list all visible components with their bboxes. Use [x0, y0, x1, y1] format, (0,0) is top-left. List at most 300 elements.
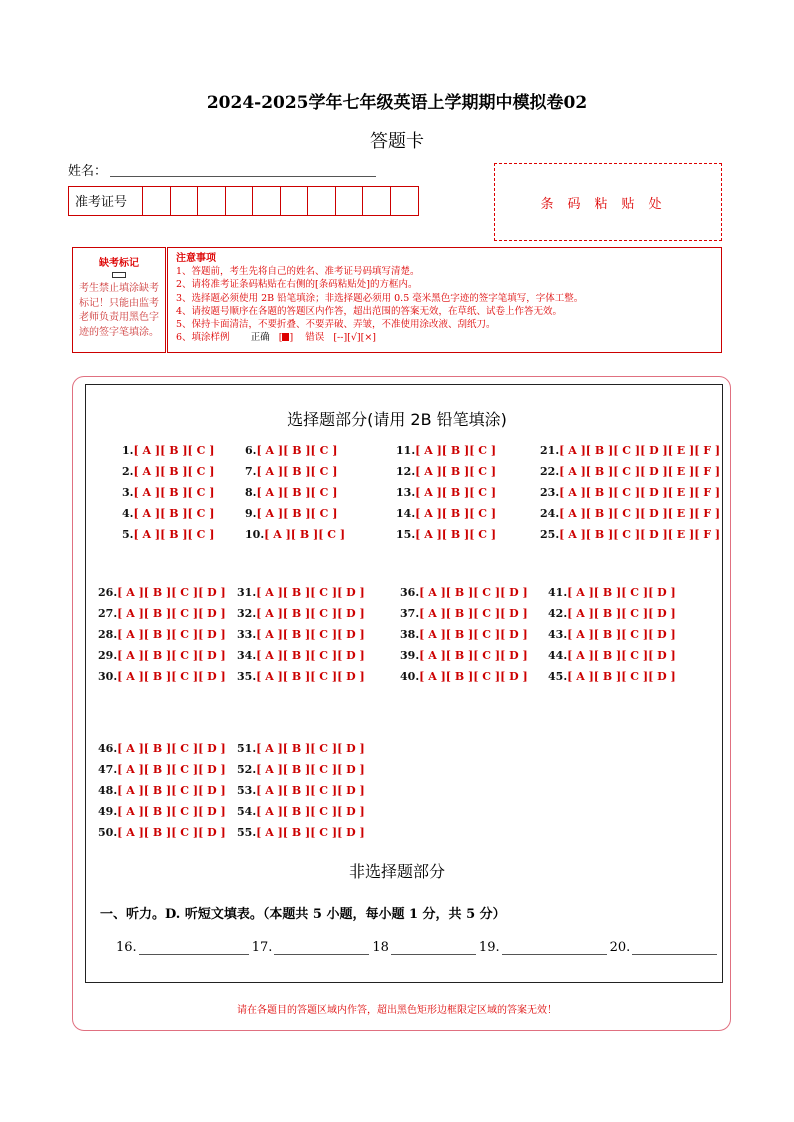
question-number: 12	[396, 465, 412, 478]
option-bubble-b[interactable]: [ B ]	[282, 607, 311, 620]
option-bubble-a[interactable]: [ A ]	[419, 628, 446, 641]
blank-number: 20.	[609, 940, 631, 955]
option-bubble-b[interactable]: [ B ]	[143, 607, 172, 620]
option-bubble-b[interactable]: [ B ]	[593, 586, 622, 599]
option-bubble-c[interactable]: [ C ]	[613, 507, 641, 520]
option-bubble-d[interactable]: [ D ]	[337, 586, 365, 599]
option-bubble-b[interactable]: [ B ]	[283, 465, 311, 478]
option-bubble-b[interactable]: [ B ]	[445, 628, 474, 641]
option-bubble-c[interactable]: [ C ]	[310, 826, 338, 839]
question-column	[540, 440, 720, 545]
exam-id-digit-cell[interactable]	[253, 187, 281, 215]
question-row: 11.[ A ][ B ][ C ]	[396, 444, 497, 457]
option-bubble-c[interactable]: [ C ]	[187, 486, 215, 499]
option-bubble-d[interactable]: [ D ]	[640, 465, 668, 478]
question-number: 4	[122, 507, 130, 520]
option-bubble-c[interactable]: [ C ]	[473, 628, 501, 641]
option-bubble-c[interactable]: [ C ]	[310, 586, 338, 599]
option-bubble-b[interactable]: [ B ]	[441, 528, 470, 541]
option-bubble-d[interactable]: [ D ]	[198, 763, 226, 776]
option-bubble-a[interactable]: [ A ]	[559, 486, 586, 499]
question-number: 53	[237, 784, 253, 797]
exam-id-digit-cell[interactable]	[171, 187, 199, 215]
option-bubble-d[interactable]: [ D ]	[337, 649, 365, 662]
option-bubble-a[interactable]: [ A ]	[256, 507, 284, 520]
exam-id-field[interactable]	[68, 186, 419, 216]
option-bubble-a[interactable]: [ A ]	[567, 607, 594, 620]
question-number: 49	[98, 805, 114, 818]
option-bubble-a[interactable]: [ A ]	[256, 607, 283, 620]
option-bubble-c[interactable]: [ C ]	[187, 444, 215, 457]
question-number: 42	[548, 607, 564, 620]
option-bubble-a[interactable]: [ A ]	[415, 528, 442, 541]
option-bubble-b[interactable]: [ B ]	[282, 670, 311, 683]
option-bubble-c[interactable]: [ C ]	[621, 670, 649, 683]
option-bubble-b[interactable]: [ B ]	[283, 486, 311, 499]
option-bubble-c[interactable]: [ C ]	[310, 670, 338, 683]
option-bubble-b[interactable]: [ B ]	[593, 628, 622, 641]
blank-number: 19.	[478, 940, 500, 955]
option-bubble-c[interactable]: [ C ]	[318, 528, 346, 541]
blank-item	[479, 940, 610, 955]
option-bubble-b[interactable]: [ B ]	[585, 507, 614, 520]
notes-title: 注意事项	[176, 253, 216, 264]
option-bubble-b[interactable]: [ B ]	[593, 670, 622, 683]
option-bubble-a[interactable]: [ A ]	[256, 486, 284, 499]
option-bubble-a[interactable]: [ A ]	[567, 628, 594, 641]
question-row: 27.[ A ][ B ][ C ][ D ]	[98, 607, 226, 620]
option-bubble-c[interactable]: [ C ]	[310, 763, 338, 776]
question-number: 39	[400, 649, 416, 662]
option-bubble-b[interactable]: [ B ]	[282, 586, 311, 599]
option-bubble-f[interactable]: [ F ]	[694, 528, 721, 541]
option-bubble-b[interactable]: [ B ]	[282, 628, 311, 641]
option-bubble-d[interactable]: [ D ]	[337, 763, 365, 776]
option-bubble-f[interactable]: [ F ]	[694, 465, 721, 478]
question-row: 38.[ A ][ B ][ C ][ D ]	[400, 628, 528, 641]
question-row: 23.[ A ][ B ][ C ][ D ][ E ][ F ]	[540, 486, 721, 499]
question-number: 25	[540, 528, 556, 541]
option-bubble-c[interactable]: [ C ]	[473, 607, 501, 620]
option-bubble-a[interactable]: [ A ]	[415, 465, 442, 478]
option-bubble-b[interactable]: [ B ]	[143, 670, 172, 683]
option-bubble-d[interactable]: [ D ]	[337, 607, 365, 620]
question-row: 46.[ A ][ B ][ C ][ D ]	[98, 742, 226, 755]
question-number: 50	[98, 826, 114, 839]
option-bubble-a[interactable]: [ A ]	[559, 507, 586, 520]
blank-item	[116, 940, 252, 955]
option-bubble-c[interactable]: [ C ]	[171, 742, 199, 755]
option-bubble-c[interactable]: [ C ]	[621, 628, 649, 641]
question-row: 5.[ A ][ B ][ C ]	[122, 528, 215, 541]
option-bubble-c[interactable]: [ C ]	[613, 486, 641, 499]
option-bubble-a[interactable]: [ A ]	[117, 763, 144, 776]
option-bubble-c[interactable]: [ C ]	[613, 528, 641, 541]
option-bubble-a[interactable]: [ A ]	[117, 607, 144, 620]
option-bubble-a[interactable]: [ A ]	[419, 649, 446, 662]
option-bubble-b[interactable]: [ B ]	[585, 486, 614, 499]
option-bubble-c[interactable]: [ C ]	[613, 465, 641, 478]
question-number: 45	[548, 670, 564, 683]
question-number: 11	[396, 444, 412, 457]
option-bubble-c[interactable]: [ C ]	[187, 528, 215, 541]
option-bubble-b[interactable]: [ B ]	[282, 763, 311, 776]
option-bubble-b[interactable]: [ B ]	[160, 507, 188, 520]
option-bubble-d[interactable]: [ D ]	[648, 628, 676, 641]
exam-id-digit-cell[interactable]	[363, 187, 391, 215]
option-bubble-c[interactable]: [ C ]	[310, 486, 338, 499]
question-number: 22	[540, 465, 556, 478]
option-bubble-c[interactable]: [ C ]	[473, 670, 501, 683]
option-bubble-c[interactable]: [ C ]	[171, 805, 199, 818]
option-bubble-d[interactable]: [ D ]	[640, 444, 668, 457]
option-bubble-c[interactable]: [ C ]	[171, 628, 199, 641]
question-number: 54	[237, 805, 253, 818]
option-bubble-d[interactable]: [ D ]	[337, 742, 365, 755]
option-bubble-b[interactable]: [ B ]	[143, 586, 172, 599]
exam-id-digit-cell[interactable]	[336, 187, 364, 215]
question-number: 15	[396, 528, 412, 541]
question-row: 31.[ A ][ B ][ C ][ D ]	[237, 586, 365, 599]
option-bubble-b[interactable]: [ B ]	[445, 649, 474, 662]
question-row: 35.[ A ][ B ][ C ][ D ]	[237, 670, 365, 683]
option-bubble-c[interactable]: [ C ]	[310, 649, 338, 662]
option-bubble-a[interactable]: [ A ]	[567, 649, 594, 662]
option-bubble-d[interactable]: [ D ]	[337, 628, 365, 641]
correct-label: 正确	[250, 332, 270, 344]
option-bubble-a[interactable]: [ A ]	[559, 528, 586, 541]
exam-id-digit-cell[interactable]	[226, 187, 254, 215]
option-bubble-c[interactable]: [ C ]	[171, 826, 199, 839]
option-bubble-d[interactable]: [ D ]	[648, 607, 676, 620]
note-item: 5、保持卡面清洁，不要折叠、不要弄破、弄皱，不准使用涂改液、刮纸刀。	[176, 319, 496, 331]
option-bubble-b[interactable]: [ B ]	[282, 784, 311, 797]
option-bubble-d[interactable]: [ D ]	[500, 649, 528, 662]
question-row: 50.[ A ][ B ][ C ][ D ]	[98, 826, 226, 839]
option-bubble-b[interactable]: [ B ]	[283, 507, 311, 520]
option-bubble-b[interactable]: [ B ]	[445, 586, 474, 599]
option-bubble-d[interactable]: [ D ]	[198, 784, 226, 797]
option-bubble-c[interactable]: [ C ]	[171, 586, 199, 599]
option-bubble-a[interactable]: [ A ]	[415, 507, 442, 520]
question-row: 26.[ A ][ B ][ C ][ D ]	[98, 586, 226, 599]
option-bubble-f[interactable]: [ F ]	[694, 486, 721, 499]
exam-id-digit-cell[interactable]	[281, 187, 309, 215]
option-bubble-a[interactable]: [ A ]	[415, 444, 442, 457]
option-bubble-c[interactable]: [ C ]	[473, 649, 501, 662]
filled-square-icon	[282, 333, 289, 341]
option-bubble-c[interactable]: [ C ]	[469, 465, 497, 478]
note-item: 4、请按题号顺序在各题的答题区内作答，超出范围的答案无效，在草纸、试卷上作答无效。	[176, 305, 563, 317]
question-number: 44	[548, 649, 564, 662]
option-bubble-a[interactable]: [ A ]	[567, 586, 594, 599]
blank-number: 18	[372, 940, 389, 955]
option-bubble-e[interactable]: [ E ]	[667, 444, 695, 457]
question-column	[548, 582, 676, 687]
option-bubble-f[interactable]: [ F ]	[694, 507, 721, 520]
question-number: 35	[237, 670, 253, 683]
option-bubble-c[interactable]: [ C ]	[621, 607, 649, 620]
option-bubble-d[interactable]: [ D ]	[648, 586, 676, 599]
option-bubble-c[interactable]: [ C ]	[469, 444, 497, 457]
question-column	[122, 440, 214, 545]
question-row: 51.[ A ][ B ][ C ][ D ]	[237, 742, 365, 755]
question-row: 15.[ A ][ B ][ C ]	[396, 528, 497, 541]
option-bubble-a[interactable]: [ A ]	[567, 670, 594, 683]
option-bubble-c[interactable]: [ C ]	[187, 465, 215, 478]
option-bubble-a[interactable]: [ A ]	[133, 444, 161, 457]
option-bubble-b[interactable]: [ B ]	[290, 528, 319, 541]
option-bubble-d[interactable]: [ D ]	[198, 742, 226, 755]
option-bubble-e[interactable]: [ E ]	[667, 528, 695, 541]
option-bubble-b[interactable]: [ B ]	[445, 607, 474, 620]
option-bubble-d[interactable]: [ D ]	[500, 628, 528, 641]
option-bubble-a[interactable]: [ A ]	[256, 742, 283, 755]
question-number: 31	[237, 586, 253, 599]
question-number: 13	[396, 486, 412, 499]
option-bubble-e[interactable]: [ E ]	[667, 465, 695, 478]
barcode-area: 条码粘贴处	[494, 163, 722, 241]
option-bubble-b[interactable]: [ B ]	[160, 444, 188, 457]
option-bubble-a[interactable]: [ A ]	[256, 763, 283, 776]
option-bubble-c[interactable]: [ C ]	[473, 586, 501, 599]
option-bubble-b[interactable]: [ B ]	[445, 670, 474, 683]
blank-line[interactable]	[274, 941, 369, 955]
question-row: 8.[ A ][ B ][ C ]	[245, 486, 338, 499]
option-bubble-a[interactable]: [ A ]	[256, 465, 284, 478]
option-bubble-c[interactable]: [ C ]	[469, 528, 497, 541]
option-bubble-c[interactable]: [ C ]	[621, 586, 649, 599]
blank-line[interactable]	[391, 941, 476, 955]
question-row: 34.[ A ][ B ][ C ][ D ]	[237, 649, 365, 662]
question-row: 6.[ A ][ B ][ C ]	[245, 444, 338, 457]
question-row: 22.[ A ][ B ][ C ][ D ][ E ][ F ]	[540, 465, 721, 478]
option-bubble-b[interactable]: [ B ]	[585, 528, 614, 541]
exam-id-digit-cell[interactable]	[308, 187, 336, 215]
option-bubble-e[interactable]: [ E ]	[667, 486, 695, 499]
option-bubble-a[interactable]: [ A ]	[133, 507, 161, 520]
option-bubble-a[interactable]: [ A ]	[117, 742, 144, 755]
question-number: 41	[548, 586, 564, 599]
choice-section-title: 选择题部分(请用 2B 铅笔填涂)	[287, 410, 507, 429]
option-bubble-c[interactable]: [ C ]	[310, 465, 338, 478]
option-bubble-a[interactable]: [ A ]	[256, 586, 283, 599]
question-row: 47.[ A ][ B ][ C ][ D ]	[98, 763, 226, 776]
question-number: 6	[245, 444, 253, 457]
question-number: 9	[245, 507, 253, 520]
option-bubble-b[interactable]: [ B ]	[143, 805, 172, 818]
option-bubble-b[interactable]: [ B ]	[282, 742, 311, 755]
option-bubble-a[interactable]: [ A ]	[117, 670, 144, 683]
option-bubble-a[interactable]: [ A ]	[133, 528, 161, 541]
option-bubble-a[interactable]: [ A ]	[117, 805, 144, 818]
option-bubble-a[interactable]: [ A ]	[256, 649, 283, 662]
option-bubble-d[interactable]: [ D ]	[500, 607, 528, 620]
option-bubble-c[interactable]: [ C ]	[171, 649, 199, 662]
option-bubble-b[interactable]: [ B ]	[585, 465, 614, 478]
option-bubble-a[interactable]: [ A ]	[419, 586, 446, 599]
option-bubble-a[interactable]: [ A ]	[419, 607, 446, 620]
option-bubble-c[interactable]: [ C ]	[310, 628, 338, 641]
option-bubble-c[interactable]: [ C ]	[310, 507, 338, 520]
option-bubble-a[interactable]: [ A ]	[117, 628, 144, 641]
option-bubble-f[interactable]: [ F ]	[694, 444, 721, 457]
question-row: 29.[ A ][ B ][ C ][ D ]	[98, 649, 226, 662]
option-bubble-a[interactable]: [ A ]	[256, 826, 283, 839]
option-bubble-a[interactable]: [ A ]	[559, 444, 586, 457]
page-title: 2024-2025学年七年级英语上学期期中模拟卷02	[206, 93, 588, 113]
option-bubble-d[interactable]: [ D ]	[198, 586, 226, 599]
option-bubble-d[interactable]: [ D ]	[198, 805, 226, 818]
question-row: 32.[ A ][ B ][ C ][ D ]	[237, 607, 365, 620]
option-bubble-d[interactable]: [ D ]	[648, 670, 676, 683]
option-bubble-d[interactable]: [ D ]	[337, 826, 365, 839]
question-column	[400, 582, 528, 687]
option-bubble-b[interactable]: [ B ]	[441, 444, 470, 457]
note-item-sample: 6、填涂样例 正确 [ ] 错误 [--][√][×]	[176, 332, 377, 344]
option-bubble-c[interactable]: [ C ]	[310, 742, 338, 755]
question-number: 47	[98, 763, 114, 776]
option-bubble-e[interactable]: [ E ]	[667, 507, 695, 520]
note-item: 3、选择题必须使用 2B 铅笔填涂；非选择题必须用 0.5 毫米黑色字迹的签字笔填写，字体工整。	[176, 292, 584, 304]
option-bubble-a[interactable]: [ A ]	[256, 444, 284, 457]
option-bubble-d[interactable]: [ D ]	[337, 784, 365, 797]
option-bubble-c[interactable]: [ C ]	[171, 763, 199, 776]
question-row: 52.[ A ][ B ][ C ][ D ]	[237, 763, 365, 776]
blank-line[interactable]	[632, 941, 717, 955]
option-bubble-d[interactable]: [ D ]	[198, 628, 226, 641]
option-bubble-b[interactable]: [ B ]	[282, 649, 311, 662]
question-row: 4.[ A ][ B ][ C ]	[122, 507, 215, 520]
option-bubble-c[interactable]: [ C ]	[621, 649, 649, 662]
option-bubble-a[interactable]: [ A ]	[419, 670, 446, 683]
option-bubble-d[interactable]: [ D ]	[648, 649, 676, 662]
question-row: 33.[ A ][ B ][ C ][ D ]	[237, 628, 365, 641]
option-bubble-c[interactable]: [ C ]	[310, 805, 338, 818]
option-bubble-d[interactable]: [ D ]	[640, 528, 668, 541]
question-row: 41.[ A ][ B ][ C ][ D ]	[548, 586, 676, 599]
option-bubble-b[interactable]: [ B ]	[441, 507, 470, 520]
question-number: 28	[98, 628, 114, 641]
question-number: 43	[548, 628, 564, 641]
question-row: 12.[ A ][ B ][ C ]	[396, 465, 497, 478]
question-row: 36.[ A ][ B ][ C ][ D ]	[400, 586, 528, 599]
option-bubble-b[interactable]: [ B ]	[282, 826, 311, 839]
question-row: 7.[ A ][ B ][ C ]	[245, 465, 338, 478]
option-bubble-d[interactable]: [ D ]	[337, 805, 365, 818]
option-bubble-a[interactable]: [ A ]	[133, 465, 161, 478]
option-bubble-a[interactable]: [ A ]	[117, 784, 144, 797]
option-bubble-d[interactable]: [ D ]	[198, 670, 226, 683]
question-row: 10.[ A ][ B ][ C ]	[245, 528, 346, 541]
option-bubble-a[interactable]: [ A ]	[133, 486, 161, 499]
option-bubble-c[interactable]: [ C ]	[613, 444, 641, 457]
option-bubble-a[interactable]: [ A ]	[256, 805, 283, 818]
option-bubble-a[interactable]: [ A ]	[117, 826, 144, 839]
option-bubble-b[interactable]: [ B ]	[143, 628, 172, 641]
option-bubble-d[interactable]: [ D ]	[198, 649, 226, 662]
question-number: 3	[122, 486, 130, 499]
question-number: 38	[400, 628, 416, 641]
question-number: 14	[396, 507, 412, 520]
option-bubble-c[interactable]: [ C ]	[469, 507, 497, 520]
option-bubble-b[interactable]: [ B ]	[283, 444, 311, 457]
option-bubble-a[interactable]: [ A ]	[415, 486, 442, 499]
option-bubble-b[interactable]: [ B ]	[441, 465, 470, 478]
option-bubble-b[interactable]: [ B ]	[143, 826, 172, 839]
option-bubble-a[interactable]: [ A ]	[256, 670, 283, 683]
absent-mark-box	[72, 247, 166, 353]
option-bubble-c[interactable]: [ C ]	[310, 607, 338, 620]
question-number: 21	[540, 444, 556, 457]
option-bubble-b[interactable]: [ B ]	[143, 784, 172, 797]
question-row: 30.[ A ][ B ][ C ][ D ]	[98, 670, 226, 683]
wrong-marks: [--][√][×]	[333, 332, 377, 344]
option-bubble-b[interactable]: [ B ]	[160, 486, 188, 499]
question-row: 55.[ A ][ B ][ C ][ D ]	[237, 826, 365, 839]
option-bubble-c[interactable]: [ C ]	[310, 784, 338, 797]
option-bubble-a[interactable]: [ A ]	[117, 586, 144, 599]
exam-id-digit-cell[interactable]	[391, 187, 419, 215]
option-bubble-d[interactable]: [ D ]	[198, 607, 226, 620]
question-column	[245, 440, 345, 545]
exam-id-digit-cell[interactable]	[143, 187, 171, 215]
option-bubble-d[interactable]: [ D ]	[640, 507, 668, 520]
option-bubble-d[interactable]: [ D ]	[640, 486, 668, 499]
option-bubble-a[interactable]: [ A ]	[559, 465, 586, 478]
option-bubble-c[interactable]: [ C ]	[171, 607, 199, 620]
option-bubble-d[interactable]: [ D ]	[500, 586, 528, 599]
option-bubble-b[interactable]: [ B ]	[593, 649, 622, 662]
option-bubble-c[interactable]: [ C ]	[171, 670, 199, 683]
option-bubble-a[interactable]: [ A ]	[256, 628, 283, 641]
option-bubble-c[interactable]: [ C ]	[469, 486, 497, 499]
blank-line[interactable]	[502, 941, 607, 955]
option-bubble-b[interactable]: [ B ]	[143, 742, 172, 755]
option-bubble-b[interactable]: [ B ]	[160, 528, 188, 541]
question-number: 26	[98, 586, 114, 599]
option-bubble-b[interactable]: [ B ]	[282, 805, 311, 818]
option-bubble-a[interactable]: [ A ]	[256, 784, 283, 797]
option-bubble-b[interactable]: [ B ]	[160, 465, 188, 478]
question-number: 46	[98, 742, 114, 755]
listening-section-heading: 一、听力。D. 听短文填表。（本题共 5 小题，每小题 1 分，共 5 分）	[100, 907, 506, 922]
option-bubble-d[interactable]: [ D ]	[198, 826, 226, 839]
option-bubble-d[interactable]: [ D ]	[337, 670, 365, 683]
option-bubble-c[interactable]: [ C ]	[310, 444, 338, 457]
absent-title: 缺考标记	[99, 258, 139, 269]
question-row: 45.[ A ][ B ][ C ][ D ]	[548, 670, 676, 683]
option-bubble-b[interactable]: [ B ]	[585, 444, 614, 457]
blank-item	[372, 940, 479, 955]
name-field[interactable]	[110, 176, 376, 177]
option-bubble-b[interactable]: [ B ]	[593, 607, 622, 620]
option-bubble-c[interactable]: [ C ]	[171, 784, 199, 797]
option-bubble-d[interactable]: [ D ]	[500, 670, 528, 683]
question-row: 13.[ A ][ B ][ C ]	[396, 486, 497, 499]
exam-id-digit-cell[interactable]	[198, 187, 226, 215]
blank-line[interactable]	[139, 941, 249, 955]
option-bubble-b[interactable]: [ B ]	[143, 649, 172, 662]
question-column	[98, 738, 226, 843]
option-bubble-a[interactable]: [ A ]	[117, 649, 144, 662]
option-bubble-a[interactable]: [ A ]	[264, 528, 291, 541]
absent-mark-checkbox[interactable]	[112, 272, 126, 278]
option-bubble-b[interactable]: [ B ]	[441, 486, 470, 499]
option-bubble-c[interactable]: [ C ]	[187, 507, 215, 520]
option-bubble-b[interactable]: [ B ]	[143, 763, 172, 776]
question-column	[237, 738, 365, 843]
